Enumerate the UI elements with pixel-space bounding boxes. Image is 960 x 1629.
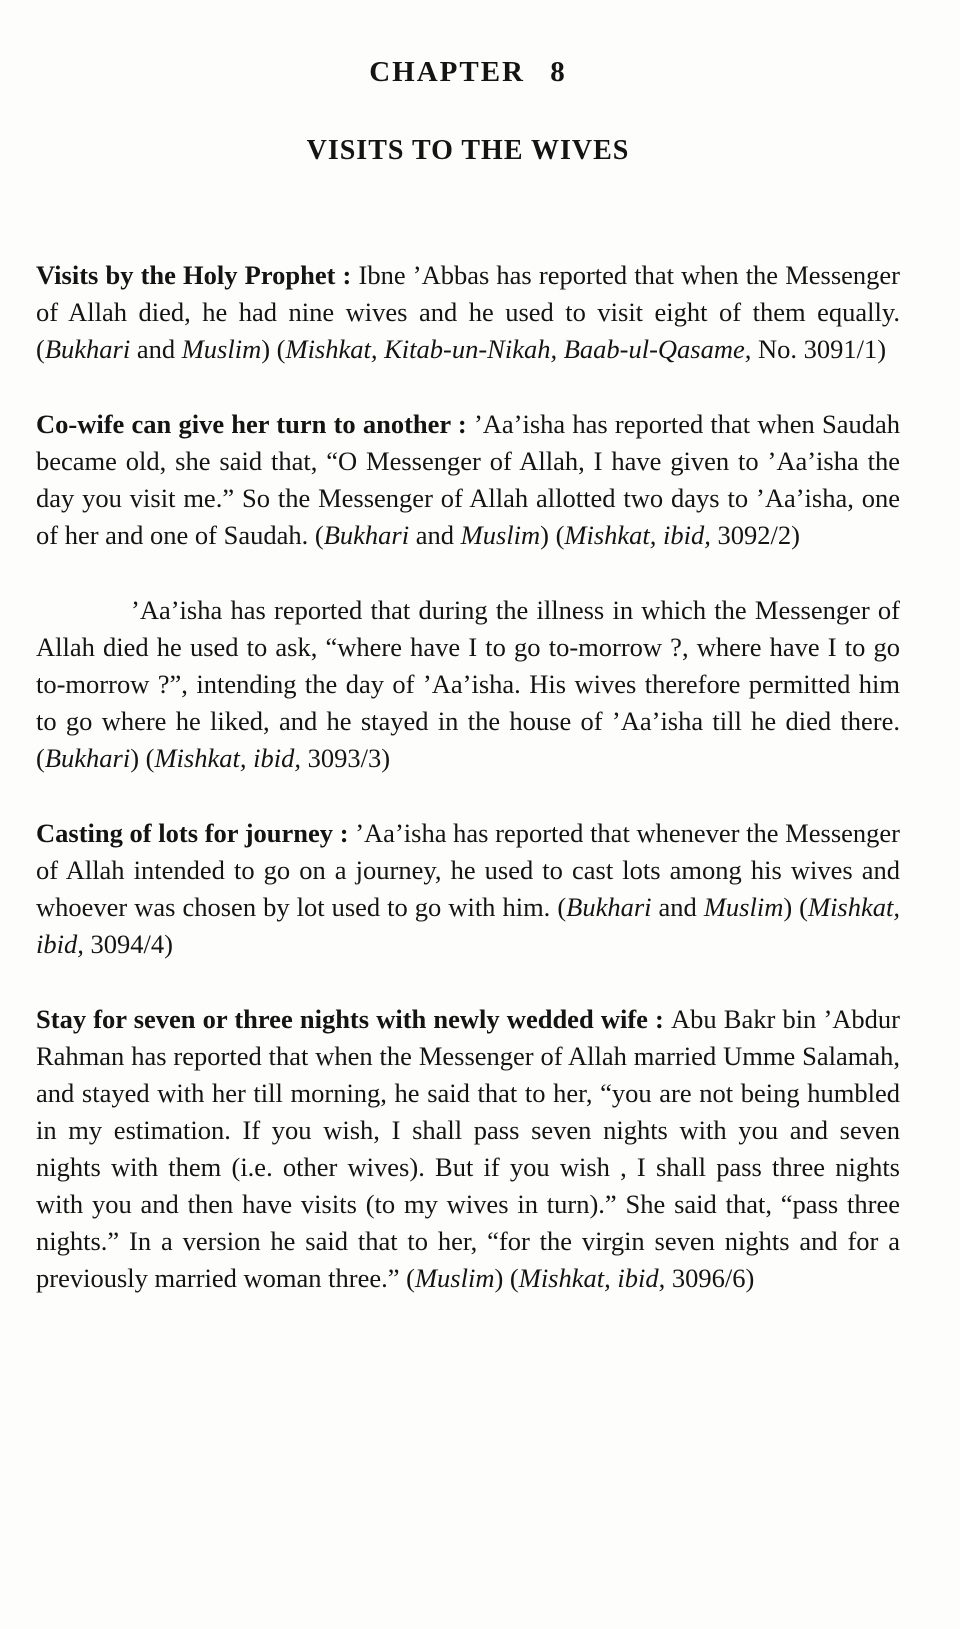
paragraph-text: 3096/6)	[665, 1263, 755, 1293]
paragraph-text: and	[651, 892, 704, 922]
citation-text: Bukhari	[323, 520, 410, 550]
citation-text: Bukhari	[566, 892, 652, 922]
paragraph	[36, 815, 900, 963]
citation-text: Bukhari	[44, 743, 131, 773]
citation-text: Muslim	[460, 520, 541, 550]
paragraph-text: 3093/3)	[300, 743, 391, 773]
citation-text: Mishkat, Kitab-un-Nikah, Baab-ul-Qasame,	[285, 334, 752, 364]
paragraph	[36, 257, 900, 368]
paragraph-text: and	[130, 334, 182, 364]
citation-text: Bukhari	[44, 334, 131, 364]
citation-text: Mishkat, ibid,	[36, 892, 900, 959]
paragraph-lead: Stay for seven or three nights with newly wedded wife :	[36, 1004, 672, 1034]
paragraph-text: and	[409, 520, 461, 550]
paragraph-text: ’Aa’isha has reported that when Saudah became old, she said that, “O Messenger of Allah, I have given to ’Aa’isha the day you visit me.” So the Messenger of Allah allotted two days to ’Aa’isha, one of her and one of Saudah. (	[36, 409, 900, 550]
paragraph-lead: Casting of lots for journey :	[36, 818, 356, 848]
paragraph-text: 3092/2)	[710, 520, 800, 550]
paragraph	[36, 1001, 900, 1297]
paragraph-lead: Co-wife can give her turn to another :	[36, 409, 474, 439]
citation-text: Mishkat, ibid,	[518, 1263, 666, 1293]
paragraph-text: ’Aa’isha has reported that during the illness in which the Messenger of Allah died he used to ask, “where have I to go to-morrow ?, where have I to go to-morrow ?”, intending the day of ’Aa’isha. His wives therefore permitted him to go where he liked, and he stayed in the house of ’Aa’isha till he died there. (	[36, 595, 900, 773]
citation-text: Mishkat, ibid,	[154, 743, 301, 773]
paragraph	[36, 406, 900, 554]
paragraph-text: 3094/4)	[83, 929, 173, 959]
paragraph-text: ) (	[130, 743, 155, 773]
citation-text: Muslim	[703, 892, 784, 922]
paragraph-text: No. 3091/1)	[751, 334, 887, 364]
chapter-heading: CHAPTER 8	[369, 56, 567, 88]
paragraphs	[36, 257, 900, 1297]
paragraph-text: ) (	[261, 334, 286, 364]
paragraph-text: ) (	[540, 520, 565, 550]
citation-text: Muslim	[181, 334, 262, 364]
paragraph-text: ) (	[783, 892, 808, 922]
paragraph-text: ) (	[494, 1263, 519, 1293]
paragraph	[36, 592, 900, 777]
paragraph-text: Ibne ’Abbas has reported that when the Messenger of Allah died, he had nine wives and he used to visit eight of them equally. (	[36, 260, 901, 364]
paragraph-text: Abu Bakr bin ’Abdur Rahman has reported that when the Messenger of Allah married Umme Salamah, and stayed with her till morning, he said that to her, “you are not being humbled in my estimation. If you wish, I shall pass seven nights with you and seven nights with them (i.e. other wives). But if you wish , I shall pass three nights with you and then have visits (to my wives in turn).” She said that, “pass three nights.” In a version he said that to her, “for the virgin seven nights and for a previously married woman three.” (	[36, 1004, 900, 1293]
paragraph-text: ’Aa’isha has reported that whenever the Messenger of Allah intended to go on a journey, he used to cast lots among his wives and whoever was chosen by lot used to go with him. (	[36, 818, 900, 922]
citation-text: Mishkat, ibid,	[564, 520, 711, 550]
paragraph-lead: Visits by the Holy Prophet :	[36, 260, 359, 290]
page-title: VISITS TO THE WIVES	[306, 135, 630, 166]
citation-text: Muslim	[414, 1263, 495, 1293]
